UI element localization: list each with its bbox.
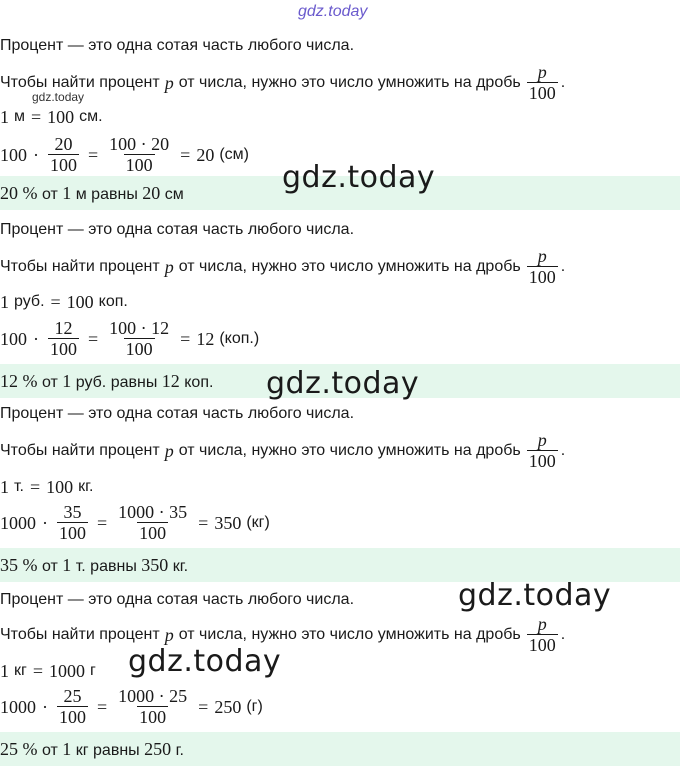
fraction-numerator: 35 xyxy=(63,502,82,522)
conversion-right: 100 xyxy=(66,292,94,312)
fraction-numerator: 12 xyxy=(54,318,73,338)
calc-base: 100 xyxy=(0,328,27,349)
equals-sign: = xyxy=(88,144,99,165)
answer-unit: см xyxy=(164,186,184,203)
equals-sign: = xyxy=(97,512,108,533)
fraction-numerator: p xyxy=(537,614,547,634)
answer-percent: 12 % xyxy=(0,371,38,391)
rule-var: p xyxy=(164,72,174,93)
fraction-numerator: 25 xyxy=(63,686,82,706)
answer-value: 12 xyxy=(161,371,180,391)
answer-base-unit: кг равны xyxy=(75,742,140,759)
answer-line xyxy=(0,732,184,768)
equals-sign: = xyxy=(97,696,108,717)
rule-text: Чтобы найти процент p от числа, нужно это число умножить на дробь $\frac{p}{100}$ . xyxy=(0,246,566,287)
calc-fraction-1 xyxy=(48,318,79,359)
fraction-denominator: 100 xyxy=(50,339,77,359)
answer-line xyxy=(0,176,184,212)
definition-text: Процент — это одна сотая часть любого числа. xyxy=(0,37,355,54)
conversion-left-unit: кг xyxy=(14,662,27,679)
calc-fraction-2 xyxy=(107,134,171,175)
mult-sign: · xyxy=(33,144,39,165)
equals-sign: = xyxy=(88,328,99,349)
rule-fraction xyxy=(527,614,558,655)
answer-base: 1 xyxy=(62,739,72,759)
rule-text: Чтобы найти процент p от числа, нужно это число умножить на дробь $\frac{p}{100}$ . xyxy=(0,614,566,655)
result-unit: (г) xyxy=(246,697,263,715)
conversion-left-unit: руб. xyxy=(14,293,45,310)
answer-value: 350 xyxy=(141,555,169,575)
watermark-big: gdz.today xyxy=(128,644,282,679)
conversion-left-unit: м xyxy=(14,108,25,125)
conversion-right: 100 xyxy=(47,107,75,127)
calc-base: 1000 xyxy=(0,512,36,533)
conversion-right-unit: см. xyxy=(79,108,103,125)
mult-sign: · xyxy=(42,696,48,717)
answer-percent: 20 % xyxy=(0,183,38,203)
fraction-denominator: 100 xyxy=(125,339,153,359)
conversion-left: 1 xyxy=(0,661,9,681)
calculation-line xyxy=(0,318,259,359)
result-unit: (коп.) xyxy=(219,329,260,347)
fraction-denominator: 100 xyxy=(59,523,86,543)
conversion-line xyxy=(0,106,103,128)
answer-base: 1 xyxy=(62,555,72,575)
rule-text-part2: от числа, нужно это число умножить на дробь xyxy=(178,625,521,643)
answer-line xyxy=(0,364,213,400)
conversion-left: 1 xyxy=(0,292,9,312)
calc-base: 1000 xyxy=(0,696,36,717)
conversion-left: 1 xyxy=(0,477,9,497)
conversion-right: 1000 xyxy=(49,661,85,681)
answer-text: от xyxy=(41,558,58,575)
rule-fraction xyxy=(527,430,558,471)
conversion-right-unit: кг. xyxy=(78,478,94,495)
fraction-denominator: 100 xyxy=(59,707,86,727)
equals-sign: = xyxy=(198,696,209,717)
rule-text-part2: от числа, нужно это число умножить на дробь xyxy=(178,441,521,459)
calc-fraction-2 xyxy=(116,502,189,543)
conversion-right-unit: коп. xyxy=(98,293,128,310)
answer-text: от xyxy=(41,742,58,759)
rule-fraction xyxy=(527,246,558,287)
calc-base: 100 xyxy=(0,144,27,165)
fraction-numerator: 100 · 12 xyxy=(109,318,170,338)
answer-value: 20 xyxy=(142,183,161,203)
equals-sign: = xyxy=(32,661,43,681)
answer-unit: кг. xyxy=(172,558,189,575)
answer-base-unit: м равны xyxy=(75,186,138,203)
conversion-right: 100 xyxy=(46,477,74,497)
equals-sign: = xyxy=(50,292,61,312)
answer-text: от xyxy=(41,374,58,391)
watermark-big: gdz.today xyxy=(282,160,436,195)
fraction-denominator: 100 xyxy=(528,267,556,287)
answer-line xyxy=(0,548,188,584)
rule-var: p xyxy=(164,624,174,645)
rule-text-part1: Чтобы найти процент xyxy=(0,257,160,275)
result-unit: (кг) xyxy=(246,513,270,531)
result-value: 20 xyxy=(196,144,215,165)
fraction-numerator: p xyxy=(537,430,547,450)
answer-percent: 25 % xyxy=(0,739,38,759)
calculation-line xyxy=(0,686,263,727)
calc-fraction-1 xyxy=(57,502,88,543)
conversion-left: 1 xyxy=(0,107,9,127)
definition-text: Процент — это одна сотая часть любого числа. xyxy=(0,405,355,422)
answer-base-unit: руб. равны xyxy=(75,374,158,391)
result-value: 250 xyxy=(214,696,242,717)
conversion-line xyxy=(0,291,128,313)
calc-fraction-2 xyxy=(116,686,189,727)
watermark-small: gdz.today xyxy=(32,90,85,104)
definition-text: Процент — это одна сотая часть любого числа. xyxy=(0,221,355,238)
answer-text: от xyxy=(41,186,58,203)
mult-sign: · xyxy=(33,328,39,349)
rule-text-part1: Чтобы найти процент xyxy=(0,73,160,91)
answer-base-unit: т. равны xyxy=(75,558,137,575)
equals-sign: = xyxy=(198,512,209,533)
result-unit: (см) xyxy=(219,145,249,163)
fraction-denominator: 100 xyxy=(528,635,556,655)
answer-percent: 35 % xyxy=(0,555,38,575)
equals-sign: = xyxy=(180,328,191,349)
result-value: 12 xyxy=(196,328,215,349)
definition-text: Процент — это одна сотая часть любого числа. xyxy=(0,591,355,608)
fraction-denominator: 100 xyxy=(139,523,167,543)
conversion-line xyxy=(0,660,96,682)
fraction-numerator: 1000 · 25 xyxy=(118,686,188,706)
answer-value: 250 xyxy=(144,739,172,759)
rule-text-part2: от числа, нужно это число умножить на дробь xyxy=(178,257,521,275)
equals-sign: = xyxy=(180,144,191,165)
rule-text-part1: Чтобы найти процент xyxy=(0,625,160,643)
equals-sign: = xyxy=(31,107,42,127)
watermark-big: gdz.today xyxy=(458,578,612,613)
calc-fraction-2 xyxy=(107,318,171,359)
calc-fraction-1 xyxy=(57,686,88,727)
fraction-denominator: 100 xyxy=(50,155,77,175)
rule-var: p xyxy=(164,256,174,277)
equals-sign: = xyxy=(30,477,41,497)
rule-text: Чтобы найти процент p от числа, нужно это число умножить на дробь $\frac{p}{100}$ . xyxy=(0,62,566,103)
fraction-denominator: 100 xyxy=(139,707,167,727)
answer-unit: коп. xyxy=(184,374,214,391)
answer-base: 1 xyxy=(62,183,72,203)
watermark-big: gdz.today xyxy=(266,366,420,401)
fraction-numerator: 100 · 20 xyxy=(109,134,170,154)
conversion-line xyxy=(0,476,93,498)
calculation-line xyxy=(0,134,249,175)
calc-fraction-1 xyxy=(48,134,79,175)
answer-base: 1 xyxy=(62,371,72,391)
rule-fraction xyxy=(527,62,558,103)
calculation-line xyxy=(0,502,270,543)
watermark-top: gdz.today xyxy=(298,3,368,20)
rule-text-part1: Чтобы найти процент xyxy=(0,441,160,459)
fraction-numerator: p xyxy=(537,246,547,266)
conversion-right-unit: г xyxy=(90,662,96,679)
answer-unit: г. xyxy=(175,742,184,759)
fraction-denominator: 100 xyxy=(528,451,556,471)
fraction-denominator: 100 xyxy=(528,83,556,103)
rule-text: Чтобы найти процент p от числа, нужно это число умножить на дробь $\frac{p}{100}$ . xyxy=(0,430,566,471)
conversion-left-unit: т. xyxy=(14,478,24,495)
result-value: 350 xyxy=(214,512,242,533)
mult-sign: · xyxy=(42,512,48,533)
rule-text-part2: от числа, нужно это число умножить на дробь xyxy=(178,73,521,91)
fraction-numerator: p xyxy=(537,62,547,82)
fraction-numerator: 1000 · 35 xyxy=(118,502,188,522)
rule-var: p xyxy=(164,440,174,461)
fraction-numerator: 20 xyxy=(54,134,73,154)
fraction-denominator: 100 xyxy=(125,155,153,175)
